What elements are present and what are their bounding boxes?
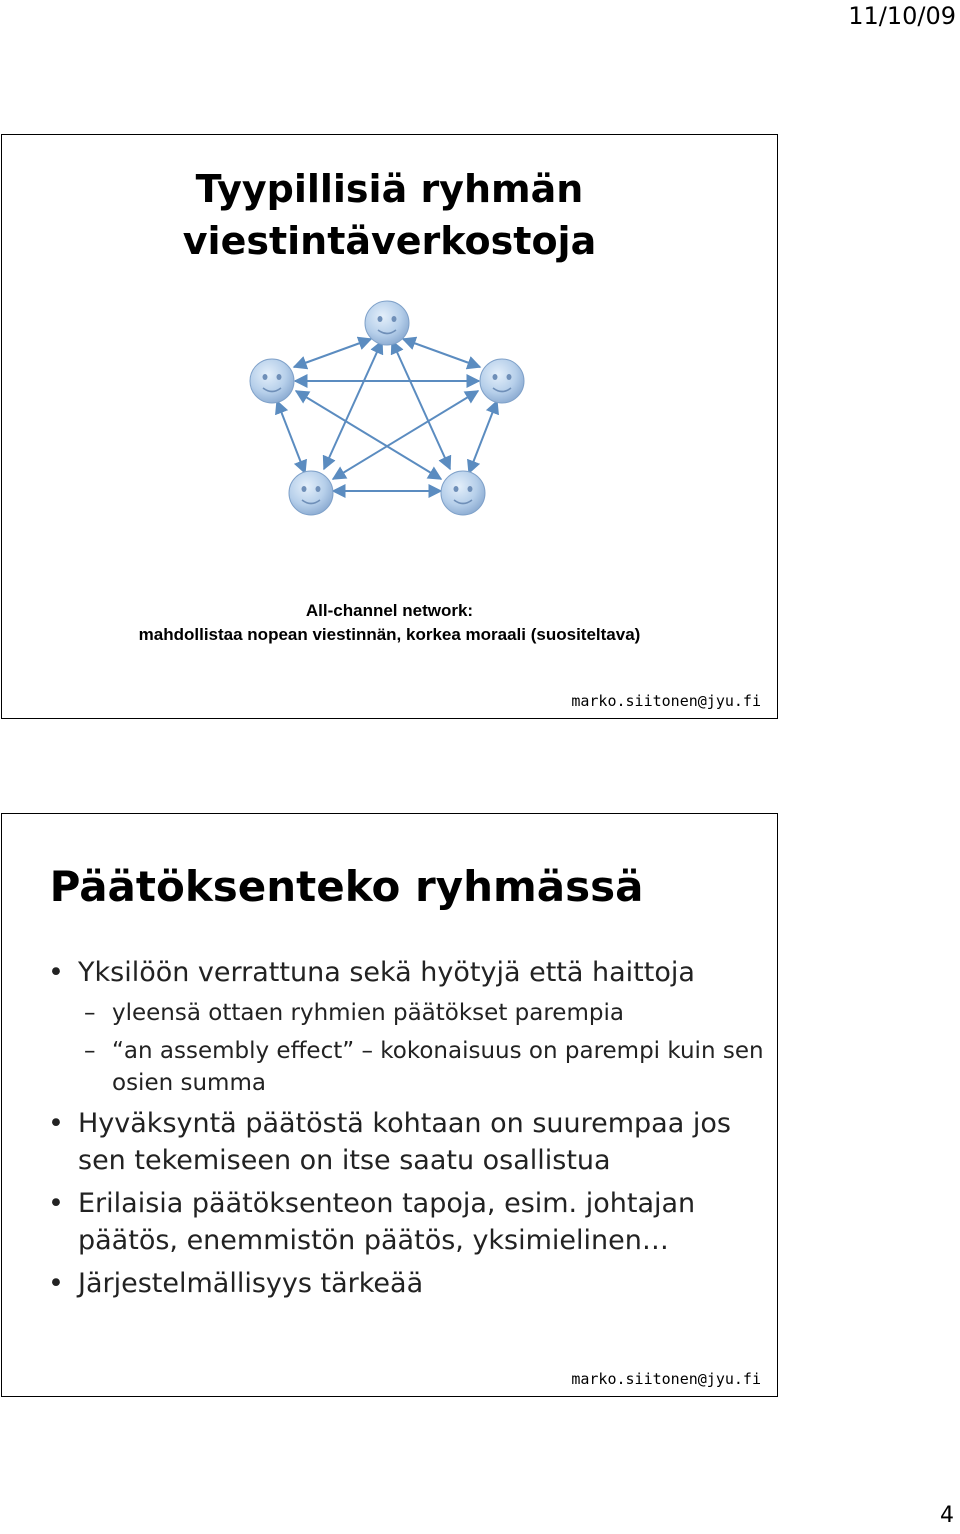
arrow-icon bbox=[333, 391, 478, 479]
bullet-item: • Hyväksyntä päätöstä kohtaan on suurempaa jos sen tekemiseen on itse saatu osallistua bbox=[44, 1105, 764, 1179]
smiley-face-icon bbox=[289, 471, 333, 515]
bullet-item: • Järjestelmällisyys tärkeää bbox=[44, 1265, 764, 1302]
sub-bullet-item: – “an assembly effect” – kokonaisuus on parempi kuin sen osien summa bbox=[44, 1035, 764, 1099]
arrow-icon bbox=[469, 401, 497, 473]
slide-title bbox=[2, 163, 777, 267]
smiley-face-icon bbox=[365, 301, 409, 345]
smiley-face-icon bbox=[480, 359, 524, 403]
arrow-icon bbox=[324, 341, 382, 469]
author-email: marko.siitonen@jyu.fi bbox=[571, 1370, 761, 1388]
page-date: 11/10/09 bbox=[848, 2, 956, 30]
smiley-face-icon bbox=[250, 359, 294, 403]
slide-title-line-2: viestintäverkostoja bbox=[182, 219, 597, 263]
arrow-icon bbox=[277, 401, 305, 473]
arrow-icon bbox=[403, 339, 480, 367]
arrow-icon bbox=[294, 339, 371, 367]
page-number: 4 bbox=[940, 1503, 954, 1528]
bullet-item: • Yksilöön verrattuna sekä hyötyjä että haittoja bbox=[44, 954, 764, 991]
author-email: marko.siitonen@jyu.fi bbox=[571, 692, 761, 710]
slide-title: Päätöksenteko ryhmässä bbox=[49, 862, 644, 911]
arrow-icon bbox=[296, 391, 441, 479]
caption-line-1: All-channel network: bbox=[305, 601, 474, 620]
bullet-item: • Erilaisia päätöksenteon tapoja, esim. johtajan päätös, enemmistön päätös, yksimielinen… bbox=[44, 1185, 764, 1259]
slide-title-line-1: Tyypillisiä ryhmän bbox=[195, 167, 584, 211]
diagram-caption bbox=[2, 599, 777, 647]
bullet-list bbox=[44, 954, 764, 1308]
slide-decision-making bbox=[1, 813, 778, 1397]
smiley-face-icon bbox=[441, 471, 485, 515]
sub-bullet-item: – yleensä ottaen ryhmien päätökset parempia bbox=[44, 997, 764, 1029]
caption-line-2: mahdollistaa nopean viestinnän, korkea moraali (suositeltava) bbox=[138, 625, 641, 644]
slide-all-channel-network bbox=[1, 134, 778, 719]
all-channel-network-diagram bbox=[232, 295, 532, 525]
arrow-icon bbox=[392, 341, 450, 469]
